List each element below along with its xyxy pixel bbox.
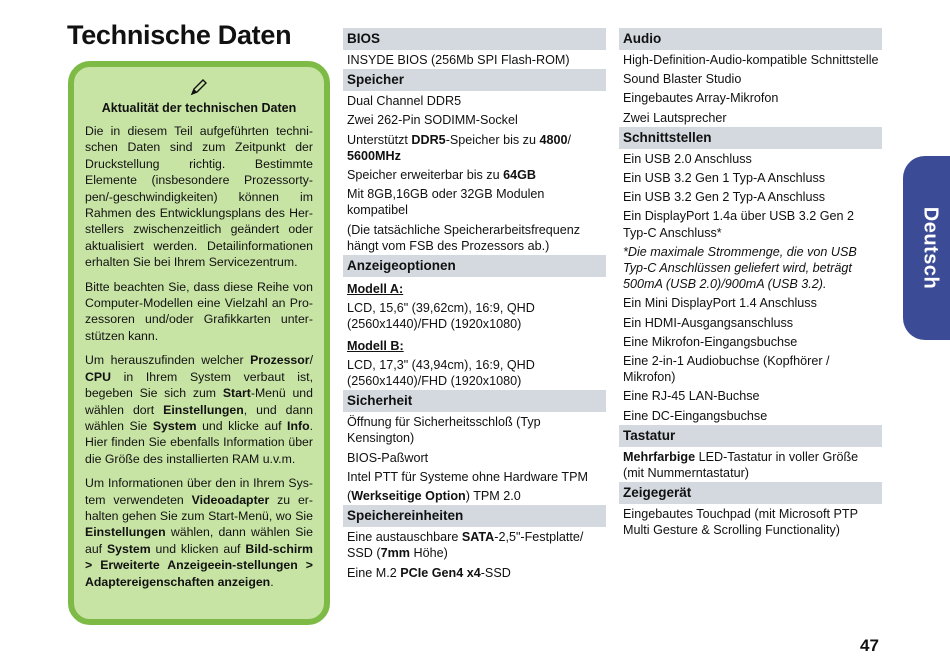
text-run: zu er-halten gehen Sie zum Start-Menü, wo Sie: [85, 492, 313, 523]
text-run: Sound Blaster Studio: [623, 72, 742, 87]
text-run: in Ihrem System verbaut ist, begeben Sie sich zum: [85, 369, 313, 401]
text-run: Eine DC-Eingangsbuchse: [623, 408, 768, 423]
spec-item: [343, 298, 606, 333]
spec-item: [343, 563, 606, 582]
bold-text: 7mm: [380, 546, 410, 561]
text-run: Speicher erweiterbar bis zu: [347, 168, 504, 183]
text-run: /: [309, 353, 313, 368]
bold-text: 5600MHz: [347, 148, 401, 163]
text-run: und klicken auf: [150, 541, 246, 556]
note-paragraph: [85, 123, 313, 271]
text-run: Um herauszufinden welcher: [85, 353, 251, 368]
bold-text: System: [152, 418, 197, 433]
bold-text: Mehrfarbige: [623, 449, 696, 464]
text-run: -Menü und wählen dort: [85, 386, 313, 417]
text-run: -2,5"-Festplatte/ SSD (: [347, 530, 584, 561]
section-heading: Speicher: [343, 69, 606, 91]
spec-item: [343, 355, 606, 390]
bold-text: 4800: [539, 132, 568, 147]
spec-item: [619, 313, 882, 332]
bold-text: Prozessor: [250, 353, 310, 368]
spec-item: [619, 108, 882, 127]
text-run: . Hier finden Sie ebenfalls Information über die Größe des installierten RAM u.v.m.: [85, 418, 314, 466]
spec-item: [343, 91, 606, 110]
section-heading: Tastatur: [619, 425, 882, 447]
text-run: Ein USB 3.2 Gen 2 Typ-A Anschluss: [623, 190, 826, 205]
bold-text: CPU: [85, 369, 111, 384]
spec-item: [343, 527, 606, 562]
text-run: Dual Channel DDR5: [347, 94, 462, 109]
bold-text: DDR5: [411, 132, 446, 147]
text-run: High-Definition-Audio-kompatible Schnittstelle: [623, 53, 879, 67]
text-run: Eingebautes Array-Mikrofon: [623, 91, 779, 106]
spec-item: [343, 467, 606, 486]
spec-item: [619, 168, 882, 187]
text-run: Unterstützt: [347, 132, 412, 147]
text-run: INSYDE BIOS (256Mb SPI Flash-ROM): [347, 53, 570, 67]
bold-text: Einstellungen: [85, 525, 166, 540]
bold-text: Einstellungen: [163, 402, 244, 417]
text-run: BIOS-Paßwort: [347, 450, 429, 465]
bold-text: Videoadapter: [191, 492, 270, 507]
spec-item: [343, 448, 606, 467]
spec-item: [343, 184, 606, 219]
spec-item: [343, 110, 606, 129]
pencil-icon: [189, 77, 209, 97]
text-run: Zwei Lautsprecher: [623, 110, 727, 125]
section-heading: Sicherheit: [343, 390, 606, 412]
spec-item: [619, 69, 882, 88]
text-run: Höhe): [410, 546, 448, 561]
spec-item: [619, 406, 882, 425]
text-run: Eingebautes Touchpad (mit Microsoft PTP Multi Gesture & Scrolling Functionality): [623, 507, 858, 538]
section-heading: Zeigegerät: [619, 482, 882, 504]
spec-item: [619, 206, 882, 241]
spec-item: [619, 447, 882, 482]
spec-item: [619, 50, 882, 69]
bold-text: Bild-schirm > Erweiterte Anzeigeein-stellungen > Adaptereigenschaften anzeigen: [85, 541, 313, 589]
text-run: LCD, 15,6" (39,62cm), 16:9, QHD (2560x1440)/FHD (1920x1080): [347, 301, 535, 332]
text-run: LCD, 17,3" (43,94cm), 16:9, QHD (2560x1440)/FHD (1920x1080): [347, 357, 535, 389]
text-run: und klicke auf: [196, 418, 288, 433]
spec-item: [343, 486, 606, 505]
spec-item: [343, 220, 606, 255]
spec-item: [343, 130, 606, 165]
text-run: (: [347, 489, 352, 504]
text-run: -Speicher bis zu: [445, 132, 540, 147]
text-run: (Die tatsächliche Speicherarbeitsfrequenz hängt vom FSB des Prozessors ab.): [347, 222, 581, 253]
note-paragraph: [85, 279, 313, 345]
spec-item: [619, 386, 882, 405]
note-heading: Aktualität der technischen Daten: [101, 101, 297, 115]
section-heading: Anzeigeoptionen: [343, 255, 606, 277]
bold-text: Werkseitige Option: [351, 489, 466, 504]
text-run: /: [567, 132, 572, 147]
text-run: .: [270, 574, 274, 589]
model-subheading: Modell A:: [347, 282, 404, 297]
text-run: Die in diesem Teil aufgeführten techni-schen Daten sind zum Zeitpunkt der Druckstellung richtig. Bestimmte Elemente (insbesondere Prozessorty-pen/-geschwindigkeiten) können im Rahmen des Entwicklungsplans des Her-stellers zwischenzeitlich geändert oder aktualisiert werden. Detailinformationen erhalten Sie bei Ihrem Servicezentrum.: [85, 124, 313, 270]
spec-item: [343, 50, 606, 69]
text-run: Eine austauschbare: [347, 530, 462, 545]
text-run: Ein Mini DisplayPort 1.4 Anschluss: [623, 296, 817, 311]
spec-item: [343, 165, 606, 184]
text-run: LED-Tastatur in voller Größe (mit Nummerntastatur): [623, 449, 859, 481]
section-heading: Schnittstellen: [619, 127, 882, 149]
model-subheading: Modell B:: [347, 338, 404, 353]
spec-item: [619, 504, 882, 539]
text-run: , und dann wählen Sie: [85, 402, 313, 433]
section-heading: BIOS: [343, 28, 606, 50]
bold-text: PCIe Gen4 x4: [400, 565, 481, 580]
text-run: wählen, dann wählen Sie auf: [85, 525, 313, 556]
text-run: Mit 8GB,16GB oder 32GB Modulen kompatibel: [347, 187, 545, 218]
spec-item: [619, 332, 882, 351]
text-run: Zwei 262-Pin SODIMM-Sockel: [347, 113, 518, 128]
spec-item: [619, 293, 882, 312]
text-run: Um Informationen über den in Ihrem Sys-tem verwendeten: [85, 476, 313, 507]
text-run: Intel PTT für Systeme ohne Hardware TPM: [347, 469, 589, 484]
text-run: Ein USB 2.0 Anschluss: [623, 151, 752, 166]
note-paragraphs: [85, 123, 313, 590]
note-paragraph: [85, 475, 313, 590]
spec-item: [619, 351, 882, 386]
bold-text: Info: [287, 418, 310, 433]
spec-column-right: [619, 28, 882, 540]
text-run: Ein HDMI-Ausgangsanschluss: [623, 315, 794, 330]
language-tab-label: Deutsch: [919, 206, 942, 290]
spec-column-mid: [343, 28, 606, 582]
text-run: Eine 2-in-1 Audiobuchse (Kopfhörer / Mikrofon): [623, 354, 830, 385]
text-run: ) TPM 2.0: [465, 489, 521, 504]
bold-text: System: [106, 541, 151, 556]
note-paragraph: [85, 352, 313, 467]
text-run: Eine M.2: [347, 565, 401, 580]
footnote: *Die maximale Strommenge, die von USB Typ-C Anschlüssen geliefert wird, beträgt 500mA (USB 2.0)/900mA (USB 3.2).: [623, 244, 857, 292]
bold-text: 64GB: [503, 168, 536, 183]
section-heading: Audio: [619, 28, 882, 50]
page-title: Technische Daten: [67, 20, 292, 50]
spec-item: [343, 412, 606, 447]
text-run: -SSD: [480, 565, 511, 580]
page-number: 47: [860, 636, 879, 655]
bold-text: SATA: [461, 530, 495, 545]
text-run: Bitte beachten Sie, dass diese Reihe von Computer-Modellen eine Vielzahl an Pro-zessoren und/oder Grafikkarten unter-stützen kann.: [85, 279, 313, 343]
spec-item: [619, 149, 882, 168]
text-run: Eine Mikrofon-Eingangsbuchse: [623, 334, 798, 349]
text-run: Eine RJ-45 LAN-Buchse: [623, 389, 760, 404]
spec-item: [619, 187, 882, 206]
spec-item: [619, 88, 882, 107]
text-run: Öffnung für Sicherheitsschloß (Typ Kensington): [347, 415, 541, 446]
text-run: Ein DisplayPort 1.4a über USB 3.2 Gen 2 Typ-C Anschluss*: [623, 209, 855, 240]
section-heading: Speichereinheiten: [343, 505, 606, 527]
note-box: [68, 61, 330, 625]
text-run: Ein USB 3.2 Gen 1 Typ-A Anschluss: [623, 171, 826, 186]
bold-text: Start: [222, 386, 251, 401]
